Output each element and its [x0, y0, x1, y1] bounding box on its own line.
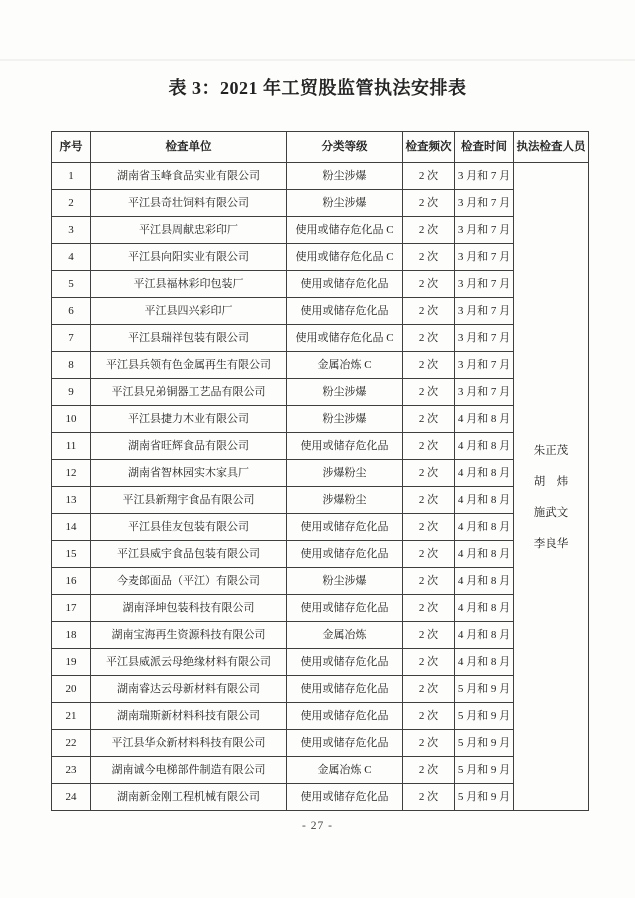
- category-cell: 使用或储存危化品: [287, 784, 403, 811]
- category-cell: 使用或储存危化品: [287, 541, 403, 568]
- frequency-cell: 2 次: [403, 406, 455, 433]
- row-number-cell: 6: [52, 298, 91, 325]
- unit-cell: 湖南睿达云母新材料有限公司: [91, 676, 287, 703]
- frequency-cell: 2 次: [403, 622, 455, 649]
- row-number-cell: 4: [52, 244, 91, 271]
- header-inspection-time: 检查时间: [455, 132, 514, 163]
- frequency-cell: 2 次: [403, 460, 455, 487]
- category-cell: 使用或储存危化品 C: [287, 217, 403, 244]
- enforcement-schedule-table: [51, 131, 589, 811]
- table-row: [52, 595, 589, 622]
- category-cell: 粉尘涉爆: [287, 406, 403, 433]
- table-row: [52, 298, 589, 325]
- table-row: [52, 379, 589, 406]
- time-cell: 4 月和 8 月: [455, 649, 514, 676]
- row-number-cell: 16: [52, 568, 91, 595]
- category-cell: 使用或储存危化品: [287, 676, 403, 703]
- scan-artifact-line: [0, 59, 635, 61]
- category-cell: 金属冶炼: [287, 622, 403, 649]
- time-cell: 3 月和 7 月: [455, 217, 514, 244]
- time-cell: 3 月和 7 月: [455, 244, 514, 271]
- unit-cell: 平江县福林彩印包装厂: [91, 271, 287, 298]
- time-cell: 3 月和 7 月: [455, 352, 514, 379]
- row-number-cell: 24: [52, 784, 91, 811]
- table-row: [52, 487, 589, 514]
- table-row: [52, 514, 589, 541]
- time-cell: 4 月和 8 月: [455, 433, 514, 460]
- row-number-cell: 20: [52, 676, 91, 703]
- category-cell: 使用或储存危化品: [287, 595, 403, 622]
- inspector-name: 朱正茂: [533, 444, 569, 457]
- frequency-cell: 2 次: [403, 433, 455, 460]
- time-cell: 3 月和 7 月: [455, 163, 514, 190]
- table-row: [52, 352, 589, 379]
- time-cell: 4 月和 8 月: [455, 514, 514, 541]
- row-number-cell: 14: [52, 514, 91, 541]
- row-number-cell: 18: [52, 622, 91, 649]
- category-cell: 粉尘涉爆: [287, 379, 403, 406]
- unit-cell: 湖南宝海再生资源科技有限公司: [91, 622, 287, 649]
- row-number-cell: 15: [52, 541, 91, 568]
- unit-cell: 平江县向阳实业有限公司: [91, 244, 287, 271]
- time-cell: 4 月和 8 月: [455, 568, 514, 595]
- frequency-cell: 2 次: [403, 703, 455, 730]
- category-cell: 使用或储存危化品: [287, 433, 403, 460]
- row-number-cell: 2: [52, 190, 91, 217]
- frequency-cell: 2 次: [403, 271, 455, 298]
- table-row: [52, 433, 589, 460]
- frequency-cell: 2 次: [403, 487, 455, 514]
- table-row: [52, 568, 589, 595]
- row-number-cell: 9: [52, 379, 91, 406]
- time-cell: 3 月和 7 月: [455, 190, 514, 217]
- row-number-cell: 21: [52, 703, 91, 730]
- frequency-cell: 2 次: [403, 568, 455, 595]
- table-header: [52, 132, 589, 163]
- table-row: [52, 244, 589, 271]
- time-cell: 3 月和 7 月: [455, 298, 514, 325]
- time-cell: 4 月和 8 月: [455, 595, 514, 622]
- row-number-cell: 13: [52, 487, 91, 514]
- table-body: [52, 163, 589, 811]
- time-cell: 5 月和 9 月: [455, 676, 514, 703]
- header-row: [52, 132, 589, 163]
- table-row: [52, 541, 589, 568]
- unit-cell: 湖南新金刚工程机械有限公司: [91, 784, 287, 811]
- frequency-cell: 2 次: [403, 379, 455, 406]
- table-row: [52, 676, 589, 703]
- frequency-cell: 2 次: [403, 163, 455, 190]
- row-number-cell: 7: [52, 325, 91, 352]
- unit-cell: 湖南省旺辉食品有限公司: [91, 433, 287, 460]
- frequency-cell: 2 次: [403, 352, 455, 379]
- unit-cell: 平江县威派云母绝缘材料有限公司: [91, 649, 287, 676]
- time-cell: 3 月和 7 月: [455, 325, 514, 352]
- category-cell: 使用或储存危化品: [287, 730, 403, 757]
- inspector-name: 李良华: [533, 537, 569, 550]
- row-number-cell: 3: [52, 217, 91, 244]
- unit-cell: 平江县四兴彩印厂: [91, 298, 287, 325]
- time-cell: 5 月和 9 月: [455, 703, 514, 730]
- table-row: [52, 622, 589, 649]
- row-number-cell: 12: [52, 460, 91, 487]
- time-cell: 4 月和 8 月: [455, 487, 514, 514]
- header-serial-number: 序号: [52, 132, 91, 163]
- frequency-cell: 2 次: [403, 649, 455, 676]
- time-cell: 3 月和 7 月: [455, 379, 514, 406]
- unit-cell: 今麦郎面品（平江）有限公司: [91, 568, 287, 595]
- category-cell: 粉尘涉爆: [287, 568, 403, 595]
- unit-cell: 平江县兄弟铜器工艺品有限公司: [91, 379, 287, 406]
- table-row: [52, 325, 589, 352]
- table-row: [52, 163, 589, 190]
- unit-cell: 湖南泽坤包装科技有限公司: [91, 595, 287, 622]
- frequency-cell: 2 次: [403, 325, 455, 352]
- table-row: [52, 757, 589, 784]
- frequency-cell: 2 次: [403, 190, 455, 217]
- unit-cell: 平江县兵领有色金属再生有限公司: [91, 352, 287, 379]
- category-cell: 粉尘涉爆: [287, 190, 403, 217]
- unit-cell: 平江县威宇食品包装有限公司: [91, 541, 287, 568]
- row-number-cell: 8: [52, 352, 91, 379]
- time-cell: 3 月和 7 月: [455, 271, 514, 298]
- inspector-name: 胡 炜: [533, 475, 569, 488]
- row-number-cell: 17: [52, 595, 91, 622]
- category-cell: 涉爆粉尘: [287, 487, 403, 514]
- table-row: [52, 460, 589, 487]
- frequency-cell: 2 次: [403, 217, 455, 244]
- header-inspectors: 执法检查人员: [514, 132, 589, 163]
- row-number-cell: 23: [52, 757, 91, 784]
- inspector-name: 施武文: [533, 506, 569, 519]
- category-cell: 使用或储存危化品: [287, 514, 403, 541]
- frequency-cell: 2 次: [403, 514, 455, 541]
- inspectors-cell: [514, 163, 589, 811]
- unit-cell: 平江县奇壮饲料有限公司: [91, 190, 287, 217]
- category-cell: 使用或储存危化品: [287, 703, 403, 730]
- frequency-cell: 2 次: [403, 784, 455, 811]
- table-row: [52, 784, 589, 811]
- row-number-cell: 5: [52, 271, 91, 298]
- row-number-cell: 1: [52, 163, 91, 190]
- frequency-cell: 2 次: [403, 757, 455, 784]
- header-inspection-unit: 检查单位: [91, 132, 287, 163]
- frequency-cell: 2 次: [403, 244, 455, 271]
- row-number-cell: 19: [52, 649, 91, 676]
- category-cell: 涉爆粉尘: [287, 460, 403, 487]
- unit-cell: 湖南省智林园实木家具厂: [91, 460, 287, 487]
- table-row: [52, 406, 589, 433]
- category-cell: 金属冶炼 C: [287, 757, 403, 784]
- category-cell: 使用或储存危化品 C: [287, 325, 403, 352]
- table-row: [52, 730, 589, 757]
- time-cell: 5 月和 9 月: [455, 784, 514, 811]
- table-row: [52, 217, 589, 244]
- category-cell: 使用或储存危化品: [287, 298, 403, 325]
- page-title: 表 3：2021 年工贸股监管执法安排表: [168, 78, 467, 98]
- time-cell: 4 月和 8 月: [455, 541, 514, 568]
- frequency-cell: 2 次: [403, 595, 455, 622]
- unit-cell: 湖南诚今电梯部件制造有限公司: [91, 757, 287, 784]
- unit-cell: 平江县华众新材料科技有限公司: [91, 730, 287, 757]
- table-row: [52, 703, 589, 730]
- unit-cell: 湖南瑞斯新材料科技有限公司: [91, 703, 287, 730]
- unit-cell: 平江县捷力木业有限公司: [91, 406, 287, 433]
- time-cell: 5 月和 9 月: [455, 757, 514, 784]
- unit-cell: 平江县佳友包装有限公司: [91, 514, 287, 541]
- category-cell: 使用或储存危化品: [287, 649, 403, 676]
- unit-cell: 平江县新翔宇食品有限公司: [91, 487, 287, 514]
- header-classification: 分类等级: [287, 132, 403, 163]
- category-cell: 粉尘涉爆: [287, 163, 403, 190]
- time-cell: 4 月和 8 月: [455, 406, 514, 433]
- row-number-cell: 10: [52, 406, 91, 433]
- table-row: [52, 190, 589, 217]
- frequency-cell: 2 次: [403, 730, 455, 757]
- time-cell: 5 月和 9 月: [455, 730, 514, 757]
- row-number-cell: 22: [52, 730, 91, 757]
- time-cell: 4 月和 8 月: [455, 622, 514, 649]
- table-row: [52, 649, 589, 676]
- header-frequency: 检查频次: [403, 132, 455, 163]
- frequency-cell: 2 次: [403, 676, 455, 703]
- unit-cell: 平江县周献忠彩印厂: [91, 217, 287, 244]
- table-row: [52, 271, 589, 298]
- time-cell: 4 月和 8 月: [455, 460, 514, 487]
- unit-cell: 湖南省玉峰食品实业有限公司: [91, 163, 287, 190]
- unit-cell: 平江县瑞祥包装有限公司: [91, 325, 287, 352]
- row-number-cell: 11: [52, 433, 91, 460]
- frequency-cell: 2 次: [403, 298, 455, 325]
- category-cell: 使用或储存危化品 C: [287, 244, 403, 271]
- page-number: - 27 -: [302, 820, 333, 832]
- frequency-cell: 2 次: [403, 541, 455, 568]
- category-cell: 金属冶炼 C: [287, 352, 403, 379]
- category-cell: 使用或储存危化品: [287, 271, 403, 298]
